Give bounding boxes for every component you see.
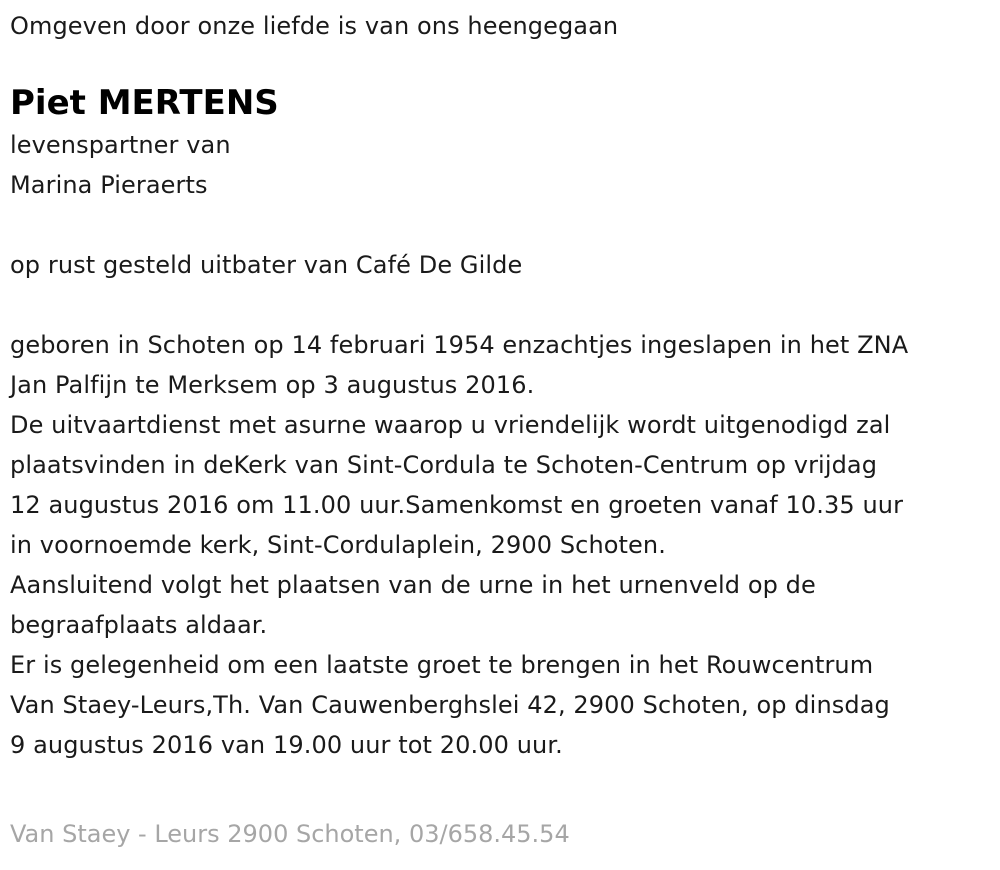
body-line: Van Staey-Leurs,Th. Van Cauwenberghslei 42, 2900 Schoten, op dinsdag (10, 691, 890, 719)
body-line: in voornoemde kerk, Sint-Cordulaplein, 2900 Schoten. (10, 531, 666, 559)
body-line: Jan Palfijn te Merksem op 3 augustus 2016. (10, 371, 535, 399)
body-line: geboren in Schoten op 14 februari 1954 enzachtjes ingeslapen in het ZNA (10, 331, 909, 359)
body-line: De uitvaartdienst met asurne waarop u vriendelijk wordt uitgenodigd zal (10, 411, 891, 439)
body-line: Aansluitend volgt het plaatsen van de urne in het urnenveld op de (10, 571, 816, 599)
funeral-home-footer: Van Staey - Leurs 2900 Schoten, 03/658.45.54 (10, 820, 570, 848)
partner-name: Marina Pieraerts (10, 171, 208, 199)
notice-body (10, 325, 995, 765)
body-line: begraafplaats aldaar. (10, 611, 268, 639)
occupation-text: op rust gesteld uitbater van Café De Gilde (10, 251, 523, 279)
body-line: plaatsvinden in deKerk van Sint-Cordula te Schoten-Centrum op vrijdag (10, 451, 878, 479)
body-line: Er is gelegenheid om een laatste groet te brengen in het Rouwcentrum (10, 651, 874, 679)
intro-text: Omgeven door onze liefde is van ons heengegaan (10, 12, 619, 40)
obituary-notice (10, 8, 995, 765)
spacer (10, 285, 995, 325)
relation-line-1: levenspartner van (10, 131, 231, 159)
body-line: 12 augustus 2016 om 11.00 uur.Samenkomst en groeten vanaf 10.35 uur (10, 491, 904, 519)
spacer (10, 205, 995, 245)
deceased-name: Piet MERTENS (10, 83, 279, 123)
body-line: 9 augustus 2016 van 19.00 uur tot 20.00 uur. (10, 731, 563, 759)
